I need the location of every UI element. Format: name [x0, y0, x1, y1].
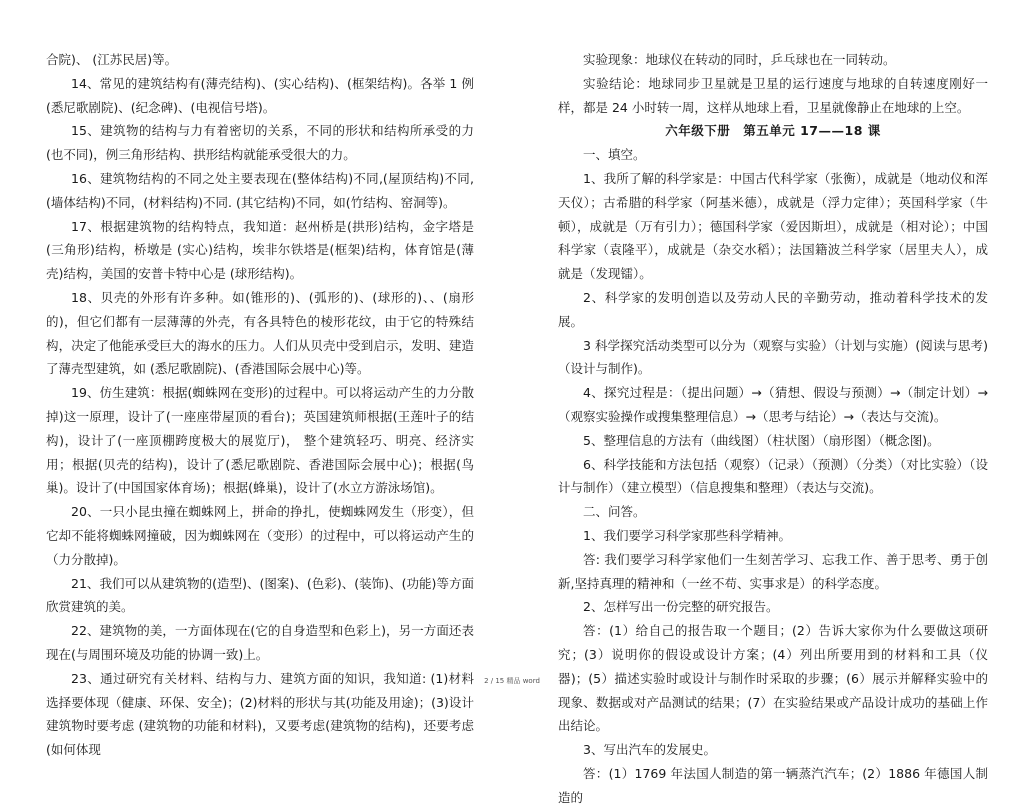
fill-item-3: 3 科学探究活动类型可以分为（观察与实验）（计划与实施）(阅读与思考)（设计与制作)。: [558, 337, 988, 377]
qa-question-1: 1、我们要学习科学家那些科学精神。: [583, 527, 791, 543]
paragraph-19: 19、仿生建筑：根据(蜘蛛网在变形)的过程中。可以将运动产生的力分散掉)这一原理，设计了(一座座带屋顶的看台)；英国建筑师根据(王莲叶子的结构)，设计了(一座顶棚跨度极大的展览厅)， 整个建筑轻巧、明亮、经济实用；根据(贝壳的结构)，设计了(悉尼歌剧院、香港国际会展中心)；根据(鸟巢)。设计了(中国国家体育场)；根据(蜂巢)，设计了(水立方游泳场馆)。: [46, 385, 474, 496]
fill-item-6: 6、科学技能和方法包括（观察）（记录）（预测）（分类）（对比实验）（设计与制作）（建立模型）（信息搜集和整理）（表达与交流)。: [558, 456, 988, 496]
paragraph-14: 14、常见的建筑结构有(薄壳结构)、(实心结构)、(框架结构)。各举 1 例(悉尼歌剧院)、(纪念碑)、(电视信号塔)。: [46, 75, 474, 115]
fill-item-1: 1、我所了解的科学家是：中国古代科学家（张衡），成就是（地动仪和浑天仪）；古希腊的科学家（阿基米德），成就是（浮力定律）；英国科学家（牛顿），成就是（万有引力）；德国科学家（爱因斯坦），成就是（相对论）；中国科学家（袁隆平），成就是（杂交水稻）；法国籍波兰科学家（居里夫人），成就是（发现镭）。: [558, 170, 988, 282]
qa-answer-1: 答: 我们要学习科学家他们一生刻苦学习、忘我工作、善于思考、勇于创新,坚持真理的精神和（一丝不苟、实事求是）的科学态度。: [558, 551, 988, 591]
experiment-conclusion: 实验结论：地球同步卫星就是卫星的运行速度与地球的自转速度刚好一样，都是 24 小时转一周，这样从地球上看，卫星就像静止在地球的上空。: [558, 75, 988, 115]
section-qa: 二、问答。: [583, 504, 646, 520]
paragraph-23: 23、通过研究有关材料、结构与力、建筑方面的知识，我知道: (1)材料选择要体现（健康、环保、安全)；(2)材料的形状与其(功能及用途)；(3)设计建筑物时要考虑 (建筑物的功能和材料)，又要考虑(建筑物的结构)，还要考虑(如何体现: [46, 670, 474, 758]
fill-item-5: 5、整理信息的方法有（曲线图）（柱状图）（扇形图）（概念图)。: [583, 432, 940, 448]
paragraph-22: 22、建筑物的美，一方面体现在(它的自身造型和色彩上)，另一方面还表现在(与周围环境及功能的协调一致)上。: [46, 623, 474, 662]
paragraph-16: 16、建筑物结构的不同之处主要表现在(整体结构)不同,(屋顶结构)不同,(墙体结构)不同，(材料结构)不同. (其它结构)不同，如(竹结构、窑洞等)。: [46, 170, 474, 210]
qa-answer-2: 答：(1）给自己的报告取一个题目；(2）告诉大家你为什么要做这项研究；(3）说明你的假设或设计方案；(4）列出所要用到的材料和工具（仪器)；(5）描述实验时或设计与制作时采取的步骤；(6）展示并解释实验中的现象、数据或对产品测试的结果；(7）在实验结果或产品设计成功的基础上作出结论。: [558, 623, 988, 734]
paragraph-15: 15、建筑物的结构与力有着密切的关系，不同的形状和结构所承受的力(也不同)，例三角形结构、拱形结构就能承受很大的力。: [46, 123, 474, 163]
paragraph-20: 20、一只小昆虫撞在蜘蛛网上，拼命的挣扎，使蜘蛛网发生（形变），但它却不能将蜘蛛网撞破，因为蜘蛛网在（变形）的过程中，可以将运动产生的（力分散掉)。: [46, 504, 474, 567]
fill-item-2: 2、科学家的发明创造以及劳动人民的辛勤劳动，推动着科学技术的发展。: [558, 289, 988, 329]
paragraph-17: 17、根据建筑物的结构特点，我知道：赵州桥是(拱形)结构，金字塔是(三角形)结构，桥墩是 (实心)结构，埃非尔铁塔是(框架)结构，体育馆是(薄壳)结构，美国的安普卡特中心是 (球形结构)。: [46, 218, 474, 282]
paragraph-18: 18、贝壳的外形有许多种。如(锥形的)、(弧形的)、(球形的)、、(扇形的)，但它们都有一层薄薄的外壳，有各具特色的棱形花纹，由于它的特殊结构，决定了他能承受巨大的海水的压力。人们从贝壳中受到启示，发明、建造了薄壳型建筑，如 (悉尼歌剧院)、(香港国际会展中心)等。: [46, 289, 474, 377]
section-fill-blank: 一、填空。: [583, 147, 646, 163]
fill-item-4: 4、探究过程是：（提出问题）→（猜想、假设与预测）→（制定计划）→（观察实验操作或搜集整理信息）→（思考与结论）→（表达与交流)。: [558, 385, 988, 424]
page-footer: 2 / 15 精品 word: [484, 677, 540, 685]
experiment-phenomenon: 实验现象：地球仪在转动的同时，乒乓球也在一同转动。: [583, 52, 896, 67]
qa-question-2: 2、怎样写出一份完整的研究报告。: [583, 599, 779, 615]
left-column: [46, 0, 474, 762]
right-column: [558, 0, 988, 810]
paragraph-13-tail: 合院)、 (江苏民居)等。: [46, 52, 178, 67]
qa-answer-3: 答：(1）1769 年法国人制造的第一辆蒸汽汽车；(2）1886 年德国人制造的: [558, 765, 988, 805]
qa-question-3: 3、写出汽车的发展史。: [583, 742, 716, 758]
section-heading: 六年级下册 第五单元 17——18 课: [665, 123, 881, 139]
paragraph-21: 21、我们可以从建筑物的(造型)、(图案)、(色彩)、(装饰)、(功能)等方面欣赏建筑的美。: [46, 575, 474, 615]
